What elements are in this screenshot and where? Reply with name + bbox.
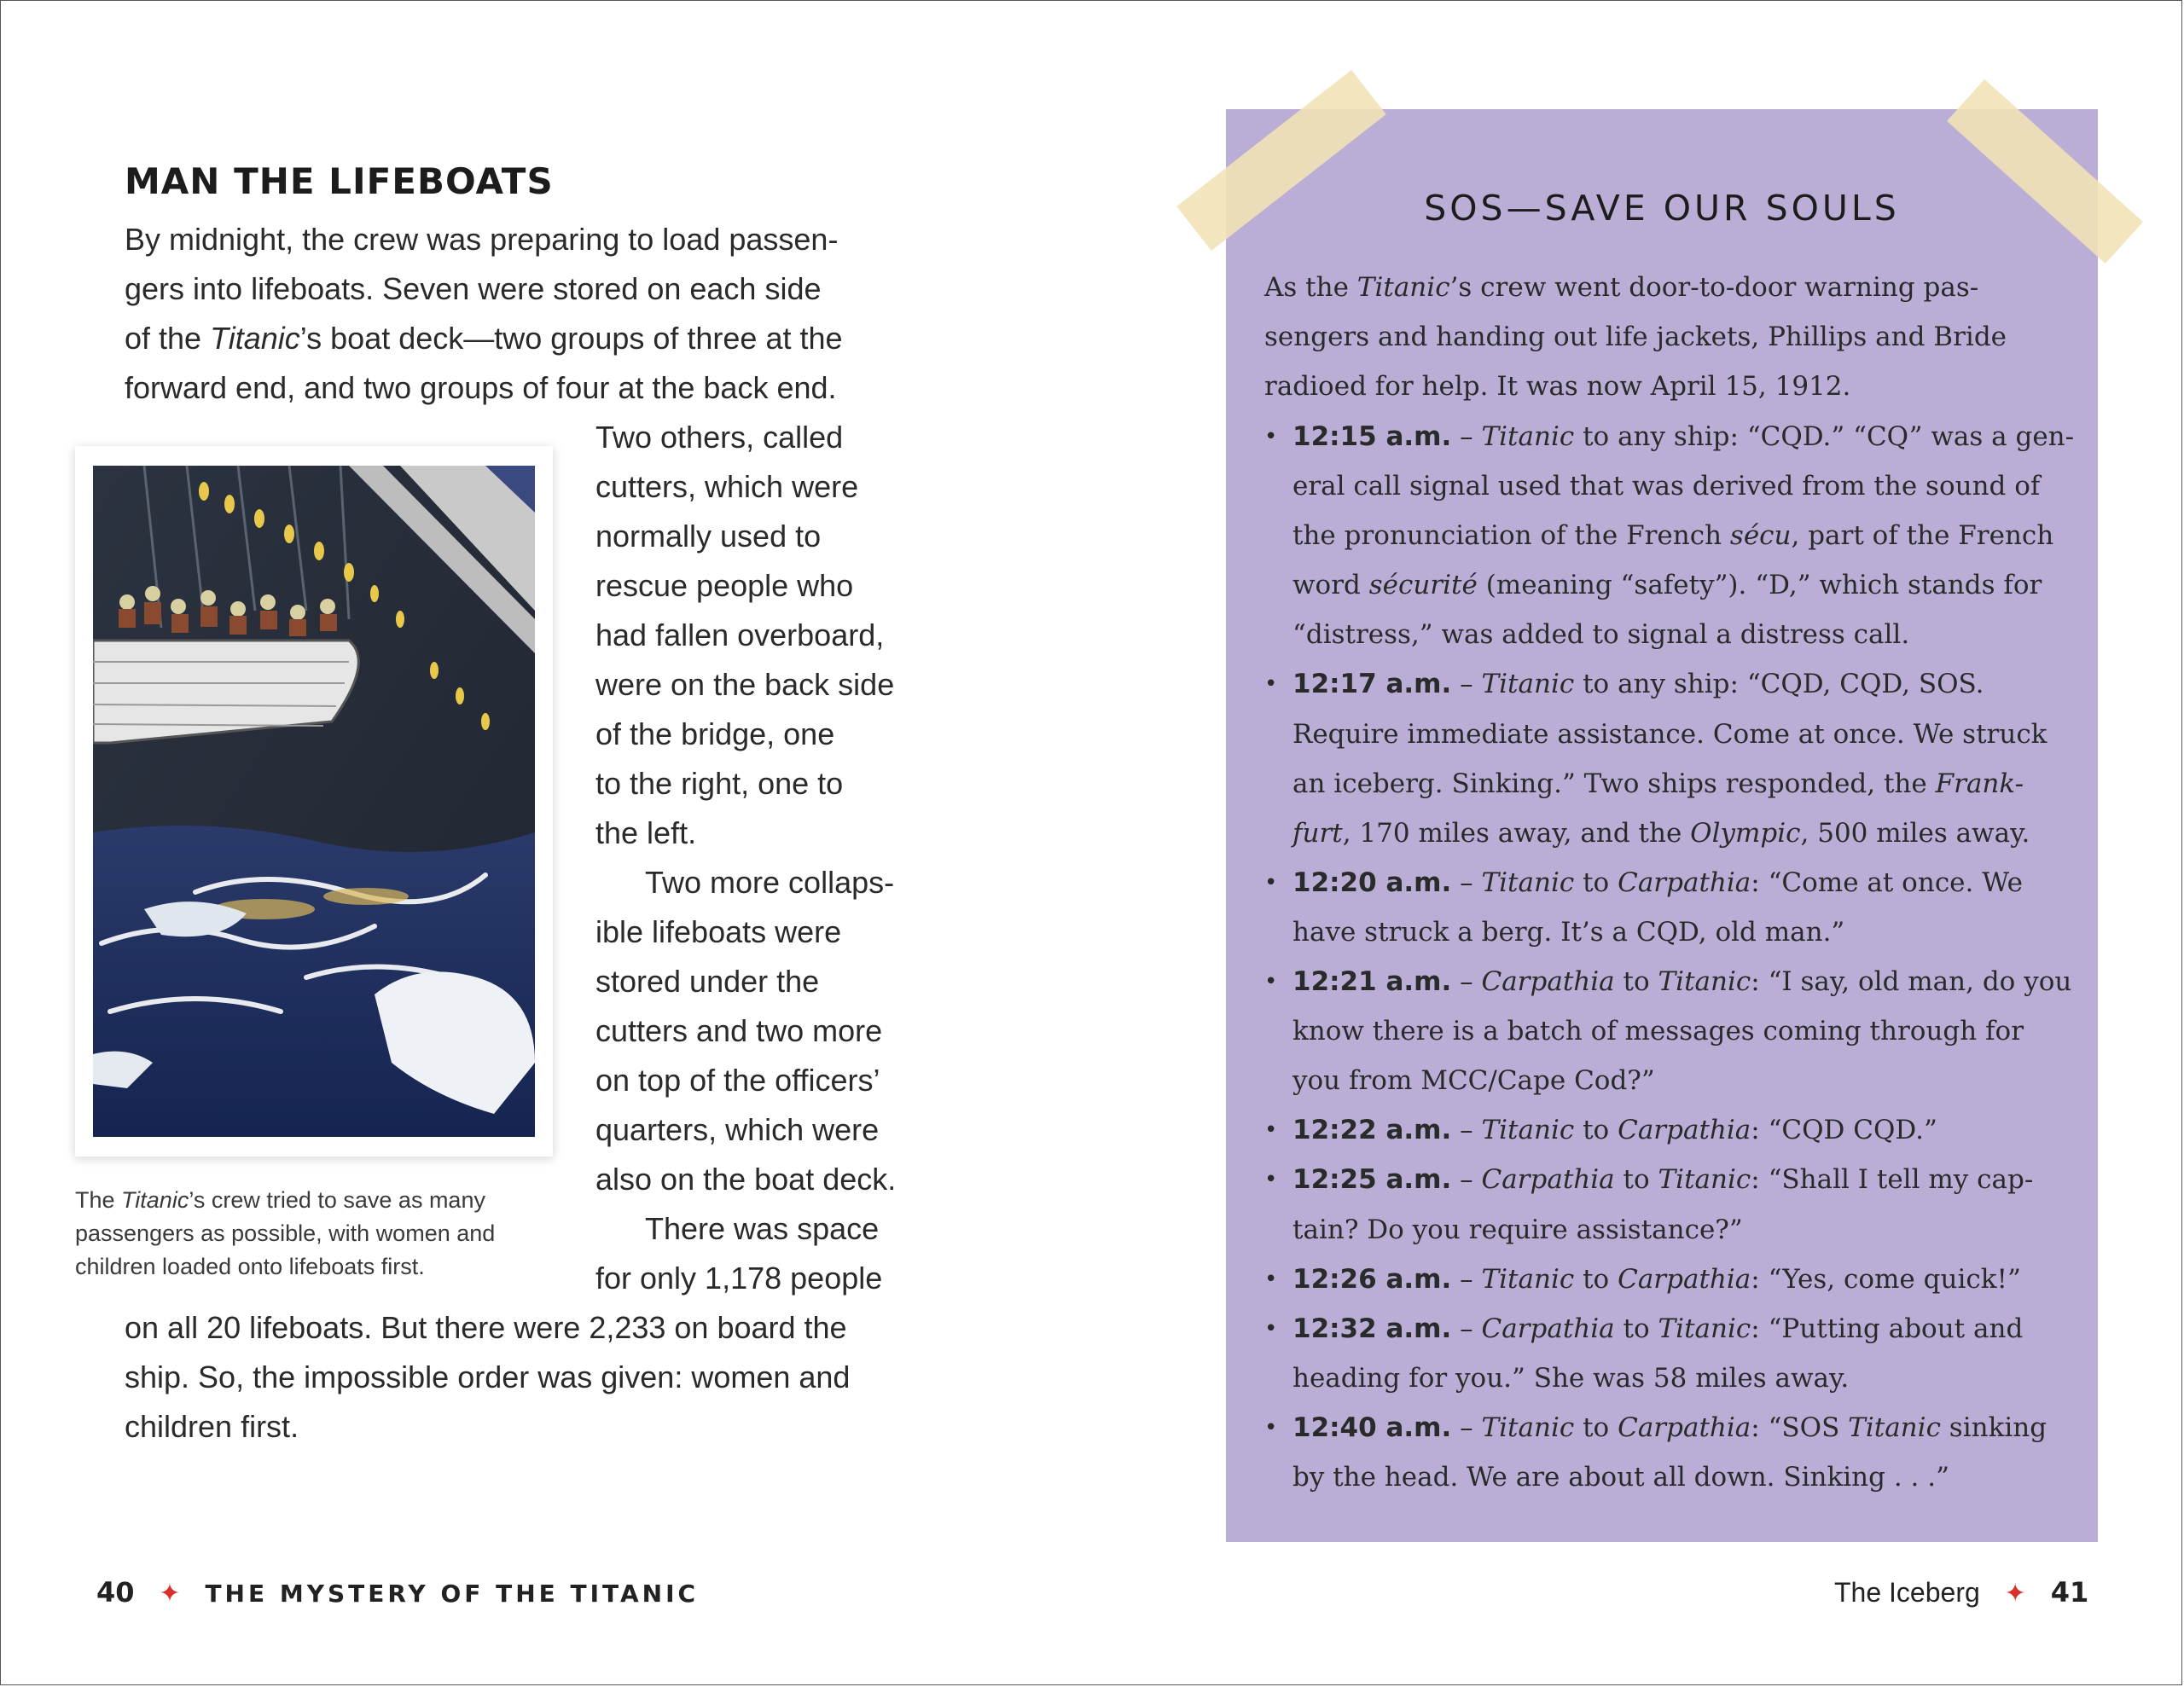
sidebar-intro: As the Titanic’s crew went door-to-door warning pas- sengers and handing out life jackets, Phillips and Bride radioed for help. It was now April 15, 1912. xyxy=(1264,272,2007,403)
column-line: quarters, which were xyxy=(595,1112,880,1147)
body-line: on all 20 lifeboats. But there were 2,233 on board the xyxy=(125,1310,847,1345)
column-line: to the right, one to xyxy=(595,766,844,801)
list-item-line: have struck a berg. It’s a CQD, old man.” xyxy=(1292,916,1845,948)
body-line: of the Titanic’s boat deck—two groups of three at the xyxy=(125,321,843,356)
list-item-line: eral call signal used that was derived from the sound of xyxy=(1292,471,2041,502)
column-line: normally used to xyxy=(595,519,822,554)
column-line: also on the boat deck. xyxy=(595,1162,897,1197)
running-title: THE MYSTERY OF THE TITANIC xyxy=(205,1580,700,1608)
column-line: ible lifeboats were xyxy=(595,914,842,949)
list-item: • 12:40 a.m. – Titanic to Carpathia: “SOS Titanic sinking xyxy=(1264,1403,2074,1452)
list-item-line: you from MCC/Cape Cod?” xyxy=(1292,1065,1655,1097)
list-item-line: heading for you.” She was 58 miles away. xyxy=(1292,1362,1850,1394)
red-four-point-star-icon: ✦ xyxy=(2004,1580,2026,1608)
list-item-line: Require immediate assistance. Come at once. We struck xyxy=(1292,718,2048,750)
column-line: on top of the officers’ xyxy=(595,1063,880,1098)
radio-message-list xyxy=(1264,412,2074,1502)
list-item: • 12:20 a.m. – Titanic to Carpathia: “Come at once. We xyxy=(1264,858,2074,907)
column-line: Two more collaps- xyxy=(645,865,895,900)
column-line: the left. xyxy=(595,815,697,850)
column-line: stored under the xyxy=(595,964,820,999)
column-line: There was space xyxy=(645,1211,880,1246)
column-line: were on the back side xyxy=(595,667,895,702)
illustration-caption: The Titanic’s crew tried to save as many passengers as possible, with women and children loaded onto lifeboats first. xyxy=(75,1187,496,1279)
list-item: • 12:17 a.m. – Titanic to any ship: “CQD, CQD, SOS. xyxy=(1264,659,2074,709)
list-item-line: the pronunciation of the French sécu, part of the French xyxy=(1292,520,2054,552)
list-item-line: know there is a batch of messages coming through for xyxy=(1292,1016,2024,1047)
list-item: • 12:21 a.m. – Carpathia to Titanic: “I say, old man, do you xyxy=(1264,957,2074,1006)
list-item: • 12:26 a.m. – Titanic to Carpathia: “Yes, come quick!” xyxy=(1264,1255,2074,1304)
column-line: Two others, called xyxy=(595,420,844,455)
list-item: • 12:22 a.m. – Titanic to Carpathia: “CQD CQD.” xyxy=(1264,1105,2074,1155)
column-line: for only 1,178 people xyxy=(595,1261,883,1296)
list-item: • 12:32 a.m. – Carpathia to Titanic: “Putting about and xyxy=(1264,1304,2074,1354)
right-folio xyxy=(1834,1576,2088,1609)
list-item-line: furt, 170 miles away, and the Olympic, 500 miles away. xyxy=(1292,817,2030,849)
list-item: • 12:25 a.m. – Carpathia to Titanic: “Shall I tell my cap- xyxy=(1264,1155,2074,1204)
page-number: 41 xyxy=(2050,1576,2089,1609)
running-title: The Iceberg xyxy=(1834,1577,1980,1608)
titanic-lifeboat-painting xyxy=(93,466,535,1137)
lifeboat-illustration xyxy=(75,446,553,1157)
page-number: 40 xyxy=(96,1576,135,1609)
list-item-line: by the head. We are about all down. Sinking . . .” xyxy=(1292,1461,1949,1493)
list-item: • 12:15 a.m. – Titanic to any ship: “CQD.” “CQ” was a gen- xyxy=(1264,412,2074,461)
column-line: cutters, which were xyxy=(595,469,859,504)
column-line: cutters and two more xyxy=(595,1013,883,1048)
body-line: By midnight, the crew was preparing to load passen- xyxy=(125,222,839,257)
column-line: of the bridge, one xyxy=(595,716,835,751)
list-item-line: tain? Do you require assistance?” xyxy=(1292,1214,1743,1245)
left-folio xyxy=(96,1576,699,1609)
column-line: had fallen overboard, xyxy=(595,617,885,652)
list-item-line: word sécurité (meaning “safety”). “D,” which stands for xyxy=(1292,570,2042,601)
body-line: forward end, and two groups of four at the back end. xyxy=(125,370,837,405)
column-line: rescue people who xyxy=(595,568,854,603)
list-item-line: “distress,” was added to signal a distress call. xyxy=(1292,619,1910,651)
section-heading: MAN THE LIFEBOATS xyxy=(125,160,554,202)
red-four-point-star-icon: ✦ xyxy=(159,1580,181,1608)
list-item-line: an iceberg. Sinking.” Two ships responded, the Frank- xyxy=(1292,768,2024,799)
sidebar-title: SOS—SAVE OUR SOULS xyxy=(1424,188,1900,229)
body-line: gers into lifeboats. Seven were stored on each side xyxy=(125,271,822,306)
body-line: ship. So, the impossible order was given: women and xyxy=(125,1359,851,1394)
body-line: children first. xyxy=(125,1409,299,1444)
